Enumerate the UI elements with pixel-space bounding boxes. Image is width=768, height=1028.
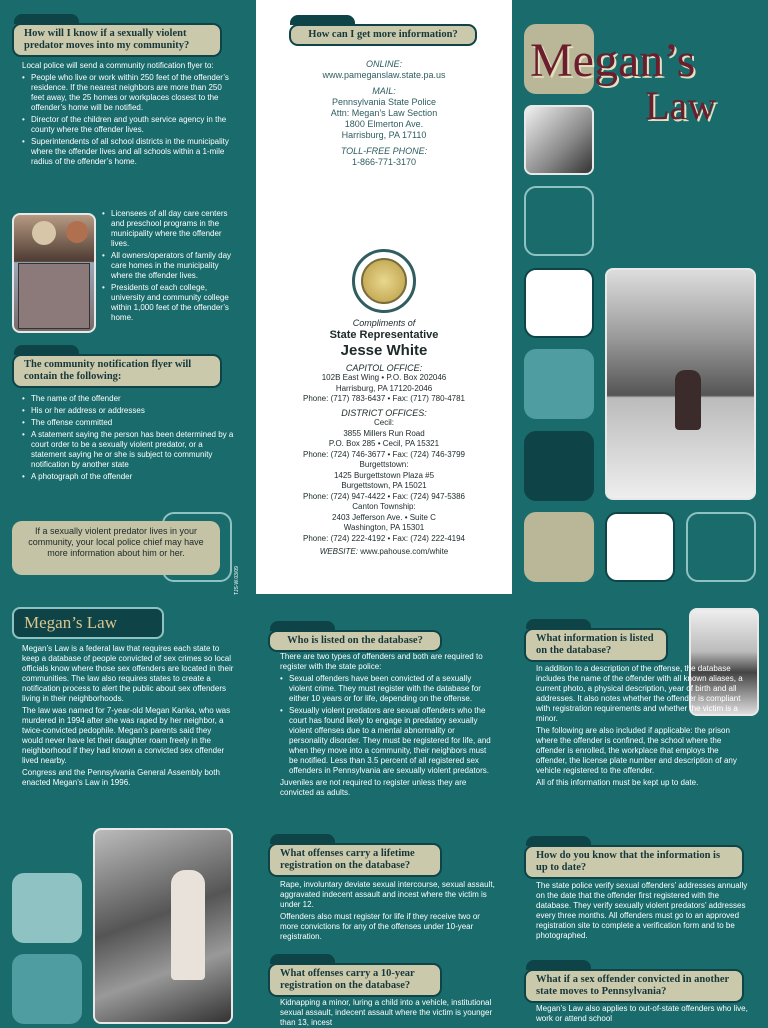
notify-list-1 — [22, 73, 237, 167]
notify-section-2 — [102, 209, 232, 325]
girl-treehouse-photo — [93, 828, 233, 1024]
decorative-square — [524, 268, 594, 338]
decorative-square — [12, 954, 82, 1024]
contact-info — [256, 59, 512, 168]
list-item: • Superintendents of all school districts in the municipality where the offender lives and all schools within a 1-mile radius of the offender’s home. — [22, 137, 237, 167]
paragraph: Juveniles are not required to register unless they are convicted as adults. — [280, 778, 467, 797]
capitol-line: Harrisburg, PA 17120-2046 — [335, 383, 433, 393]
online-url[interactable]: www.pameganslaw.state.pa.us — [322, 70, 446, 80]
website-label: WEBSITE: — [319, 547, 358, 556]
ten-year-body: Kidnapping a minor, luring a child into a vehicle, institutional sexual assault, indecent assault where the victim is younger than 13, incest — [280, 998, 493, 1027]
list-item: • A statement saying the person has been determined by a court order to be a sexually violent predator, or a statement saying he or she is subject to community notification by another state — [22, 430, 237, 470]
district-label: DISTRICT OFFICES: — [341, 407, 427, 418]
out-of-state-body: Megan’s Law also applies to out-of-state offenders who live, work or attend school — [536, 1004, 748, 1023]
district-line: Burgettstown, PA 15021 — [341, 481, 427, 490]
capitol-line: 102B East Wing • P.O. Box 202046 — [321, 373, 447, 382]
decorative-square — [524, 186, 594, 256]
up-to-date-header: How do you know that the information is up to date? — [524, 845, 744, 879]
girl-figure — [171, 870, 205, 980]
lifetime-header: What offenses carry a lifetime registration on the database? — [268, 843, 442, 877]
rep-name: Jesse White — [340, 341, 428, 359]
seal-emblem — [361, 258, 407, 304]
phone-label: TOLL-FREE PHONE: — [340, 146, 428, 156]
mail-line: Harrisburg, PA 17110 — [341, 130, 427, 140]
notify-intro: Local police will send a community notification flyer to: — [22, 61, 214, 70]
rep-title: State Representative — [329, 328, 439, 341]
up-to-date-body: The state police verify sexual offenders’ addresses annually on the date that the offender first registered with the database. They verify sexually violent predators’ addresses every three months. All offenders must go to an approved registration site to complete a verification form and to be photographed. — [536, 881, 748, 940]
flyer-header: The community notification flyer will contain the following: — [12, 354, 222, 388]
decorative-square — [524, 512, 594, 582]
megans-law-header: Megan’s Law — [12, 607, 164, 639]
mail-line: 1800 Elmerton Ave. — [344, 119, 424, 129]
list-item: • His or her address or addresses — [22, 406, 237, 416]
list-item: • A photograph of the offender — [22, 472, 237, 482]
paragraph: In addition to a description of the offense, the database includes the name of the offender with all known aliases, a current photo, a physical description, year of birth and all addresses. It also notes whether the offender is compliant with registration requirements and whether the victim is a minor. — [536, 664, 743, 723]
paragraph: Rape, involuntary deviate sexual intercourse, sexual assault, aggravated indecent assault and incest where the victim is under 12. — [280, 880, 495, 909]
paragraph: The following are also included if applicable: the prison where the offender is confined, the school where the offender is enrolled, the workplace that employs the offender, the license plate number and description of any vehicle registered to the offender. — [536, 726, 737, 775]
child-walking-photo — [605, 268, 756, 500]
who-listed-list — [280, 674, 495, 776]
cover-title-1: Megan’s — [530, 34, 696, 87]
mail-label: MAIL: — [372, 86, 396, 96]
list-item: • People who live or work within 250 feet of the offender’s residence. If the nearest neighbors are more than 250 feet away, the 25 homes or workplaces closest to the offender’s home will be notified. — [22, 73, 237, 113]
list-item: • Presidents of each college, university and community college within 1,000 feet of the offender’s home. — [102, 283, 232, 323]
flyer-section — [22, 394, 237, 484]
who-listed-body — [280, 652, 495, 798]
notify-list-2 — [102, 209, 232, 323]
flyer-list — [22, 394, 237, 482]
decorative-square — [524, 349, 594, 419]
girl-tv-photo — [12, 213, 96, 333]
paragraph: Congress and the Pennsylvania General Assembly both enacted Megan’s Law in 1996. — [22, 768, 220, 787]
district-line: P.O. Box 285 • Cecil, PA 15321 — [328, 439, 440, 448]
list-item: • All owners/operators of family day care homes in the municipality where the offender lives. — [102, 251, 232, 281]
district-line: Burgettstown: — [359, 460, 409, 469]
decorative-square — [686, 512, 756, 582]
list-item: • Licensees of all day care centers and preschool programs in the municipality where the offender lives. — [102, 209, 232, 249]
paragraph: There are two types of offenders and both are required to register with the state police: — [280, 652, 483, 671]
plate-image — [66, 221, 88, 243]
paragraph: Megan’s Law is a federal law that requires each state to keep a database of people convicted of sex crimes so local officials know where those sex offenders are located in their communities. The law also requires states to create a notification process to alert the public about sex offenders living in their neighborhoods. — [22, 644, 234, 703]
capitol-line: Phone: (717) 783-6437 • Fax: (717) 780-4781 — [302, 394, 466, 403]
list-item: • Director of the children and youth service agency in the county where the offender lives. — [22, 115, 237, 135]
paragraph: Offenders also must register for life if they receive two or more convictions for any of the offenses under 10-year registration. — [280, 912, 480, 941]
decorative-square — [524, 431, 594, 501]
list-item: • Sexually violent predators are sexual offenders who the court has found likely to engage in predatory sexually violent offenses due to a mental abnormality or personality disorder. They must be registered for life, and when they move into a community, their neighbors must be notified. Less than 3.5 percent of all registered sex offenders in Pennsylvania are sexually violent predators. — [280, 706, 495, 776]
district-line: 1425 Burgettstown Plaza #5 — [333, 470, 435, 480]
info-listed-body — [536, 664, 748, 788]
info-header: How can I get more information? — [289, 24, 477, 46]
cover-title-2: Law — [645, 83, 717, 128]
website-line — [256, 547, 512, 558]
out-of-state-header: What if a sex offender convicted in another state moves to Pennsylvania? — [524, 969, 744, 1003]
list-item: • The name of the offender — [22, 394, 237, 404]
list-item: • The offense committed — [22, 418, 237, 428]
plate-image — [32, 221, 56, 245]
district-line: Phone: (724) 222-4192 • Fax: (724) 222-4194 — [302, 533, 466, 543]
compliments-label: Compliments of — [352, 318, 416, 328]
district-line: Canton Township: — [352, 502, 416, 511]
mail-line: Pennsylvania State Police — [331, 97, 437, 107]
child-figure — [675, 370, 701, 430]
district-line: Washington, PA 15301 — [343, 523, 425, 532]
notify-header: How will I know if a sexually violent predator moves into my community? — [12, 23, 222, 57]
ten-year-header: What offenses carry a 10-year registration on the database? — [268, 963, 442, 997]
paragraph: All of this information must be kept up to date. — [536, 778, 699, 787]
district-line: 2403 Jefferson Ave. • Suite C — [332, 512, 436, 522]
phone-number: 1-866-771-3170 — [351, 157, 417, 167]
house-seal-icon — [352, 249, 416, 313]
district-line: Cecil: — [373, 418, 394, 427]
rep-info — [256, 318, 512, 558]
lifetime-body — [280, 880, 495, 942]
district-line: Phone: (724) 746-3677 • Fax: (724) 746-3799 — [302, 449, 466, 459]
mail-line: Attn: Megan’s Law Section — [330, 108, 438, 118]
decorative-square — [605, 512, 675, 582]
megans-law-body — [22, 644, 234, 788]
tv-screen-image — [18, 263, 90, 329]
capitol-label: CAPITOL OFFICE: — [345, 362, 423, 373]
girl-computer-photo — [524, 105, 594, 175]
district-line: Phone: (724) 947-4422 • Fax: (724) 947-5386 — [302, 491, 466, 501]
website-url[interactable]: www.pahouse.com/white — [360, 547, 449, 556]
decorative-square — [12, 873, 82, 943]
online-label: ONLINE: — [365, 59, 402, 69]
callout-box: If a sexually violent predator lives in your community, your local police chief may have more information about him or her. — [12, 521, 220, 575]
district-line: 3855 Millers Run Road — [343, 428, 425, 438]
list-item: • Sexual offenders have been convicted of a sexually violent crime. They must register with the database for either 10 years or for life, depending on the offense. — [280, 674, 495, 704]
info-listed-header: What information is listed on the database? — [524, 628, 668, 662]
side-code: TJS-W.03/09 — [234, 566, 240, 595]
paragraph: The law was named for 7-year-old Megan Kanka, who was murdered in 1994 after she was raped by her neighbor, a twice-convicted pedophile. Megan’s parents said they would never have let their daughter roam freely in the neighborhood if they had known a convicted sex offender lived nearby. — [22, 706, 231, 765]
notify-section — [22, 61, 237, 169]
who-listed-header: Who is listed on the database? — [268, 630, 442, 652]
